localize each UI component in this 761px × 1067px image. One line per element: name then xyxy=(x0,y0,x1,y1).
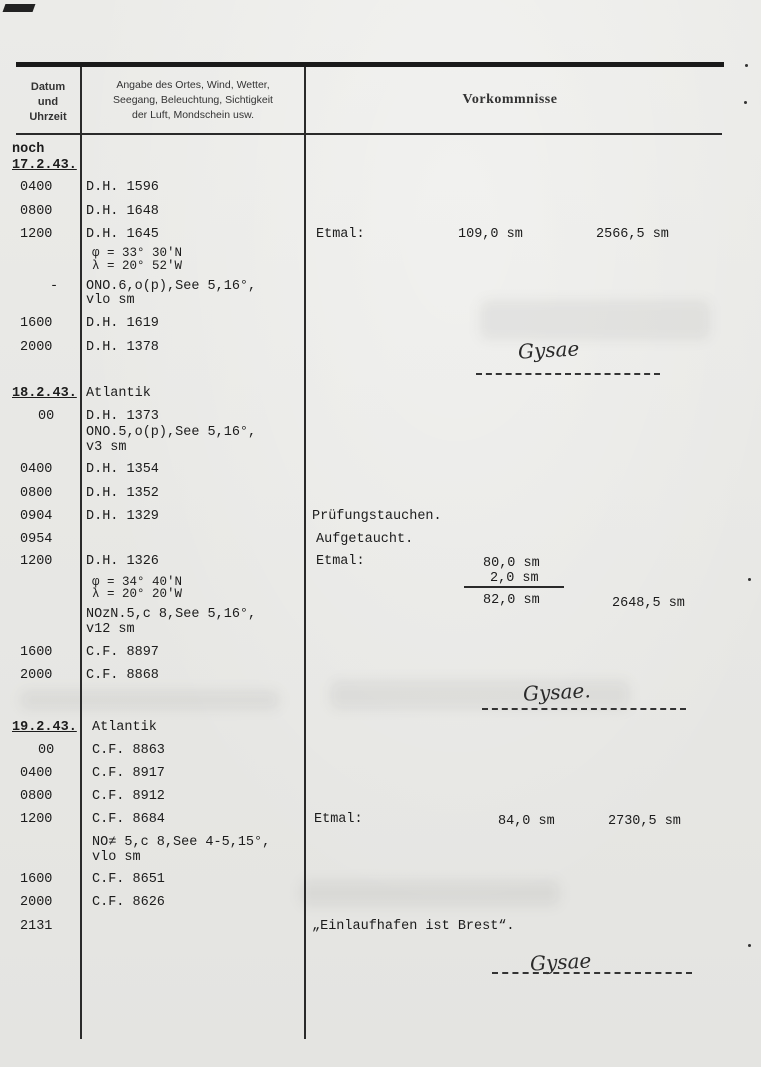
event-cell: „Einlaufhafen ist Brest“. xyxy=(312,919,515,934)
time-cell: 2000 xyxy=(20,895,53,910)
column-divider xyxy=(80,67,82,1039)
weather-cell: vlo sm xyxy=(92,850,141,865)
time-cell: 00 xyxy=(38,409,55,424)
position-cell: C.F. 8897 xyxy=(86,645,159,660)
position-cell: D.H. 1326 xyxy=(86,554,159,569)
weather-cell: ONO.5,o(p),See 5,16°, xyxy=(86,425,257,440)
margin-mark xyxy=(744,101,747,104)
time-cell: 1600 xyxy=(20,872,53,887)
date-label: 19.2.43. xyxy=(12,720,77,735)
distance-value: 84,0 sm xyxy=(498,814,555,829)
time-cell: 1600 xyxy=(20,645,53,660)
date-label: noch xyxy=(12,142,45,157)
event-cell: Etmal: xyxy=(316,554,365,569)
weather-cell: NOzN.5,c 8,See 5,16°, xyxy=(86,607,257,622)
header-date-column xyxy=(18,80,78,125)
event-cell: Etmal: xyxy=(314,812,363,827)
time-cell: - xyxy=(50,279,59,294)
header-rule xyxy=(16,133,722,135)
time-cell: 0954 xyxy=(20,532,53,547)
distance-value: 2,0 sm xyxy=(490,571,539,586)
header-date-line: und xyxy=(37,96,59,108)
time-cell: 0400 xyxy=(20,462,53,477)
position-cell: D.H. 1354 xyxy=(86,462,159,477)
weather-cell: ONO.6,o(p),See 5,16°, xyxy=(86,279,257,294)
weather-cell: v12 sm xyxy=(86,622,135,637)
corner-mark xyxy=(3,4,36,12)
time-cell: 1200 xyxy=(20,812,53,827)
header-events-column: Vorkommnisse xyxy=(462,92,558,107)
event-cell: Aufgetaucht. xyxy=(316,532,414,547)
commander-signature: Gysae xyxy=(517,336,580,364)
position-cell: D.H. 1648 xyxy=(86,204,159,219)
date-label: 18.2.43. xyxy=(12,386,77,401)
time-cell: 0400 xyxy=(20,766,53,781)
column-divider xyxy=(304,67,306,1039)
weather-cell: NO≠ 5,c 8,See 4-5,15°, xyxy=(92,835,271,850)
signature-line xyxy=(492,972,692,974)
sum-line xyxy=(464,586,564,588)
event-cell: Prüfungstauchen. xyxy=(312,509,442,524)
time-cell: 0400 xyxy=(20,180,53,195)
bleed-through xyxy=(20,690,280,710)
time-cell: 0800 xyxy=(20,486,53,501)
date-label: 17.2.43. xyxy=(12,158,77,173)
longitude-cell: λ = 20° 52'W xyxy=(92,259,183,273)
top-rule xyxy=(16,62,724,67)
header-date-line: Datum xyxy=(30,81,66,93)
latitude-cell: φ = 33° 30'N xyxy=(92,246,183,260)
total-distance-value: 2730,5 sm xyxy=(608,814,681,829)
header-place-line: der Luft, Mondschein usw. xyxy=(132,109,254,121)
time-cell: 1600 xyxy=(20,316,53,331)
time-cell: 00 xyxy=(38,743,55,758)
region-label: Atlantik xyxy=(86,386,151,401)
time-cell: 0800 xyxy=(20,789,53,804)
distance-value: 80,0 sm xyxy=(483,556,540,571)
position-cell: C.F. 8917 xyxy=(92,766,165,781)
position-cell: C.F. 8912 xyxy=(92,789,165,804)
position-cell: D.H. 1352 xyxy=(86,486,159,501)
distance-value: 109,0 sm xyxy=(458,227,523,242)
position-cell: D.H. 1329 xyxy=(86,509,159,524)
signature-line xyxy=(482,708,686,710)
position-cell: C.F. 8868 xyxy=(86,668,159,683)
time-cell: 2131 xyxy=(20,919,53,934)
bleed-through xyxy=(480,300,710,340)
bleed-through xyxy=(300,880,560,906)
signature-line xyxy=(476,373,660,375)
header-place-line: Angabe des Ortes, Wind, Wetter, xyxy=(116,79,270,91)
time-cell: 1200 xyxy=(20,554,53,569)
time-cell: 0904 xyxy=(20,509,53,524)
weather-cell: vlo sm xyxy=(86,293,135,308)
commander-signature: Gysae xyxy=(529,948,592,976)
total-distance-value: 2648,5 sm xyxy=(612,596,685,611)
position-cell: D.H. 1378 xyxy=(86,340,159,355)
header-date-line: Uhrzeit xyxy=(29,111,67,123)
time-cell: 2000 xyxy=(20,668,53,683)
distance-value: 82,0 sm xyxy=(483,593,540,608)
weather-cell: v3 sm xyxy=(86,440,127,455)
header-place-line: Seegang, Beleuchtung, Sichtigkeit xyxy=(113,94,273,106)
position-cell: C.F. 8651 xyxy=(92,872,165,887)
position-cell: D.H. 1645 xyxy=(86,227,159,242)
position-cell: D.H. 1596 xyxy=(86,180,159,195)
position-cell: D.H. 1373 xyxy=(86,409,159,424)
position-cell: C.F. 8863 xyxy=(92,743,165,758)
time-cell: 1200 xyxy=(20,227,53,242)
event-cell: Etmal: xyxy=(316,227,365,242)
margin-mark xyxy=(745,64,748,67)
margin-mark xyxy=(748,944,751,947)
time-cell: 2000 xyxy=(20,340,53,355)
latitude-cell: φ = 34° 40'N xyxy=(92,575,183,589)
total-distance-value: 2566,5 sm xyxy=(596,227,669,242)
longitude-cell: λ = 20° 20'W xyxy=(92,587,183,601)
position-cell: C.F. 8684 xyxy=(92,812,165,827)
margin-mark xyxy=(748,578,751,581)
position-cell: C.F. 8626 xyxy=(92,895,165,910)
region-label: Atlantik xyxy=(92,720,157,735)
position-cell: D.H. 1619 xyxy=(86,316,159,331)
header-place-column xyxy=(84,78,302,123)
commander-signature: Gysae. xyxy=(522,678,592,706)
time-cell: 0800 xyxy=(20,204,53,219)
